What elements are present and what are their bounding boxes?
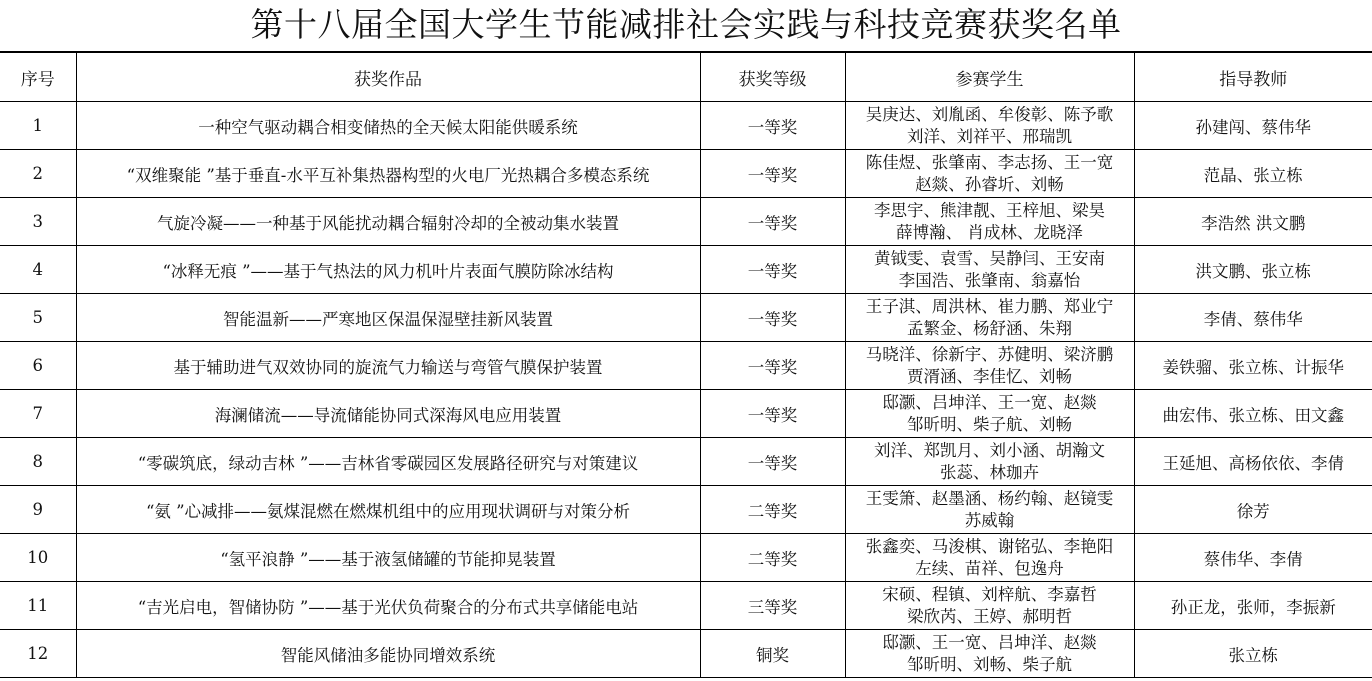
students-line-2: 赵燚、孙睿圻、刘畅 <box>915 174 1064 194</box>
cell-work: 智能风储油多能协同增效系统 <box>76 630 700 678</box>
cell-index: 9 <box>0 486 76 534</box>
students-line-2: 邹昕明、刘畅、柴子航 <box>907 654 1072 674</box>
cell-work: “氢平浪静 ”——基于液氢储罐的节能抑晃装置 <box>76 534 700 582</box>
award-table <box>0 52 1372 678</box>
cell-teachers: 徐芳 <box>1134 486 1372 534</box>
students-line-1: 刘洋、郑凯月、刘小涵、胡瀚文 <box>874 440 1105 460</box>
cell-work: “氨 ”心减排——氨煤混燃在燃煤机组中的应用现状调研与对策分析 <box>76 486 700 534</box>
cell-work: “零碳筑底，绿动吉林 ”——吉林省零碳园区发展路径研究与对策建议 <box>76 438 700 486</box>
cell-teachers: 蔡伟华、李倩 <box>1134 534 1372 582</box>
students-line-1: 邸灏、吕坤洋、王一宽、赵燚 <box>882 392 1097 412</box>
students-line-2: 梁欣芮、王婷、郝明哲 <box>907 606 1072 626</box>
students-line-2: 左续、苗祥、包逸舟 <box>915 558 1064 578</box>
table-row <box>0 534 1372 582</box>
students-line-2: 贾湑涵、李佳忆、刘畅 <box>907 366 1072 386</box>
cell-work: “冰释无痕 ”——基于气热法的风力机叶片表面气膜防除冰结构 <box>76 246 700 294</box>
cell-index: 8 <box>0 438 76 486</box>
cell-index: 10 <box>0 534 76 582</box>
header-index: 序号 <box>0 53 76 102</box>
table-row <box>0 150 1372 198</box>
table-row <box>0 582 1372 630</box>
cell-index: 2 <box>0 150 76 198</box>
cell-students <box>845 198 1134 246</box>
cell-index: 1 <box>0 102 76 150</box>
cell-work: 海澜储流——导流储能协同式深海风电应用装置 <box>76 390 700 438</box>
students-line-1: 邸灏、王一宽、吕坤洋、赵燚 <box>882 632 1097 652</box>
students-line-2: 李国浩、张肇南、翁嘉怡 <box>898 270 1081 290</box>
cell-index: 6 <box>0 342 76 390</box>
header-students: 参赛学生 <box>845 53 1134 102</box>
cell-level: 二等奖 <box>700 486 845 534</box>
cell-students <box>845 630 1134 678</box>
cell-level: 二等奖 <box>700 534 845 582</box>
cell-work: 气旋冷凝——一种基于风能扰动耦合辐射冷却的全被动集水装置 <box>76 198 700 246</box>
cell-level: 一等奖 <box>700 390 845 438</box>
students-line-1: 李思宇、熊津靓、王梓旭、梁昊 <box>874 200 1105 220</box>
cell-level: 一等奖 <box>700 342 845 390</box>
table-row <box>0 630 1372 678</box>
cell-teachers: 张立栋 <box>1134 630 1372 678</box>
header-teachers: 指导教师 <box>1134 53 1372 102</box>
cell-teachers: 范晶、张立栋 <box>1134 150 1372 198</box>
cell-students <box>845 342 1134 390</box>
cell-level: 一等奖 <box>700 102 845 150</box>
students-line-2: 孟繁金、杨舒涵、朱翔 <box>907 318 1072 338</box>
cell-students <box>845 294 1134 342</box>
table-row <box>0 198 1372 246</box>
cell-level: 一等奖 <box>700 198 845 246</box>
students-line-1: 黄钺雯、袁雪、吴静闫、王安南 <box>874 248 1105 268</box>
students-line-1: 王雯箫、赵墨涵、杨约翰、赵镜雯 <box>865 488 1114 508</box>
cell-work: 一种空气驱动耦合相变储热的全天候太阳能供暖系统 <box>76 102 700 150</box>
students-line-1: 陈佳煜、张肇南、李志扬、王一宽 <box>865 152 1114 172</box>
cell-teachers: 孙建闯、蔡伟华 <box>1134 102 1372 150</box>
table-row <box>0 390 1372 438</box>
table-row <box>0 294 1372 342</box>
cell-work: “吉光启电，智储协防 ”——基于光伏负荷聚合的分布式共享储能电站 <box>76 582 700 630</box>
table-row <box>0 246 1372 294</box>
cell-index: 12 <box>0 630 76 678</box>
students-line-1: 吴庚达、刘胤函、牟俊彰、陈予歌 <box>865 104 1114 124</box>
cell-teachers: 曲宏伟、张立栋、田文鑫 <box>1134 390 1372 438</box>
cell-index: 3 <box>0 198 76 246</box>
cell-teachers: 孙正龙，张师，李振新 <box>1134 582 1372 630</box>
students-line-1: 张鑫奕、马浚棋、谢铭弘、李艳阳 <box>865 536 1114 556</box>
table-row <box>0 342 1372 390</box>
cell-level: 铜奖 <box>700 630 845 678</box>
cell-index: 5 <box>0 294 76 342</box>
header-work: 获奖作品 <box>76 53 700 102</box>
students-line-2: 邹昕明、柴子航、刘畅 <box>907 414 1072 434</box>
table-row <box>0 486 1372 534</box>
cell-index: 11 <box>0 582 76 630</box>
cell-teachers: 李倩、蔡伟华 <box>1134 294 1372 342</box>
students-line-2: 薛博瀚、 肖成林、龙晓泽 <box>896 222 1083 242</box>
cell-level: 一等奖 <box>700 294 845 342</box>
students-line-1: 宋硕、程镇、刘梓航、李嘉哲 <box>882 584 1097 604</box>
table-row <box>0 438 1372 486</box>
cell-level: 一等奖 <box>700 150 845 198</box>
cell-teachers: 王延旭、高杨依依、李倩 <box>1134 438 1372 486</box>
cell-level: 一等奖 <box>700 438 845 486</box>
cell-students <box>845 390 1134 438</box>
cell-students <box>845 438 1134 486</box>
header-level: 获奖等级 <box>700 53 845 102</box>
cell-index: 7 <box>0 390 76 438</box>
cell-students <box>845 150 1134 198</box>
cell-work: 基于辅助进气双效协同的旋流气力输送与弯管气膜保护装置 <box>76 342 700 390</box>
students-line-1: 王子淇、周洪林、崔力鹏、郑业宁 <box>865 296 1114 316</box>
students-line-2: 苏威翰 <box>964 510 1015 530</box>
cell-work: “双维聚能 ”基于垂直-水平互补集热器构型的火电厂光热耦合多模态系统 <box>76 150 700 198</box>
cell-teachers: 李浩然 洪文鹏 <box>1134 198 1372 246</box>
cell-index: 4 <box>0 246 76 294</box>
cell-students <box>845 102 1134 150</box>
students-line-1: 马晓洋、徐新宇、苏健明、梁济鹏 <box>865 344 1114 364</box>
students-line-2: 张蕊、林珈卉 <box>940 462 1039 482</box>
students-line-2: 刘洋、刘祥平、邢瑞凯 <box>907 126 1072 146</box>
cell-teachers: 洪文鹏、张立栋 <box>1134 246 1372 294</box>
cell-students <box>845 534 1134 582</box>
table-row <box>0 102 1372 150</box>
cell-students <box>845 246 1134 294</box>
cell-teachers: 姜铁骝、张立栋、计振华 <box>1134 342 1372 390</box>
cell-level: 三等奖 <box>700 582 845 630</box>
table-header-row <box>0 53 1372 102</box>
sheet-title: 第十八届全国大学生节能减排社会实践与科技竞赛获奖名单 <box>0 0 1372 52</box>
cell-students <box>845 582 1134 630</box>
cell-work: 智能温新——严寒地区保温保湿壁挂新风装置 <box>76 294 700 342</box>
cell-level: 一等奖 <box>700 246 845 294</box>
cell-students <box>845 486 1134 534</box>
